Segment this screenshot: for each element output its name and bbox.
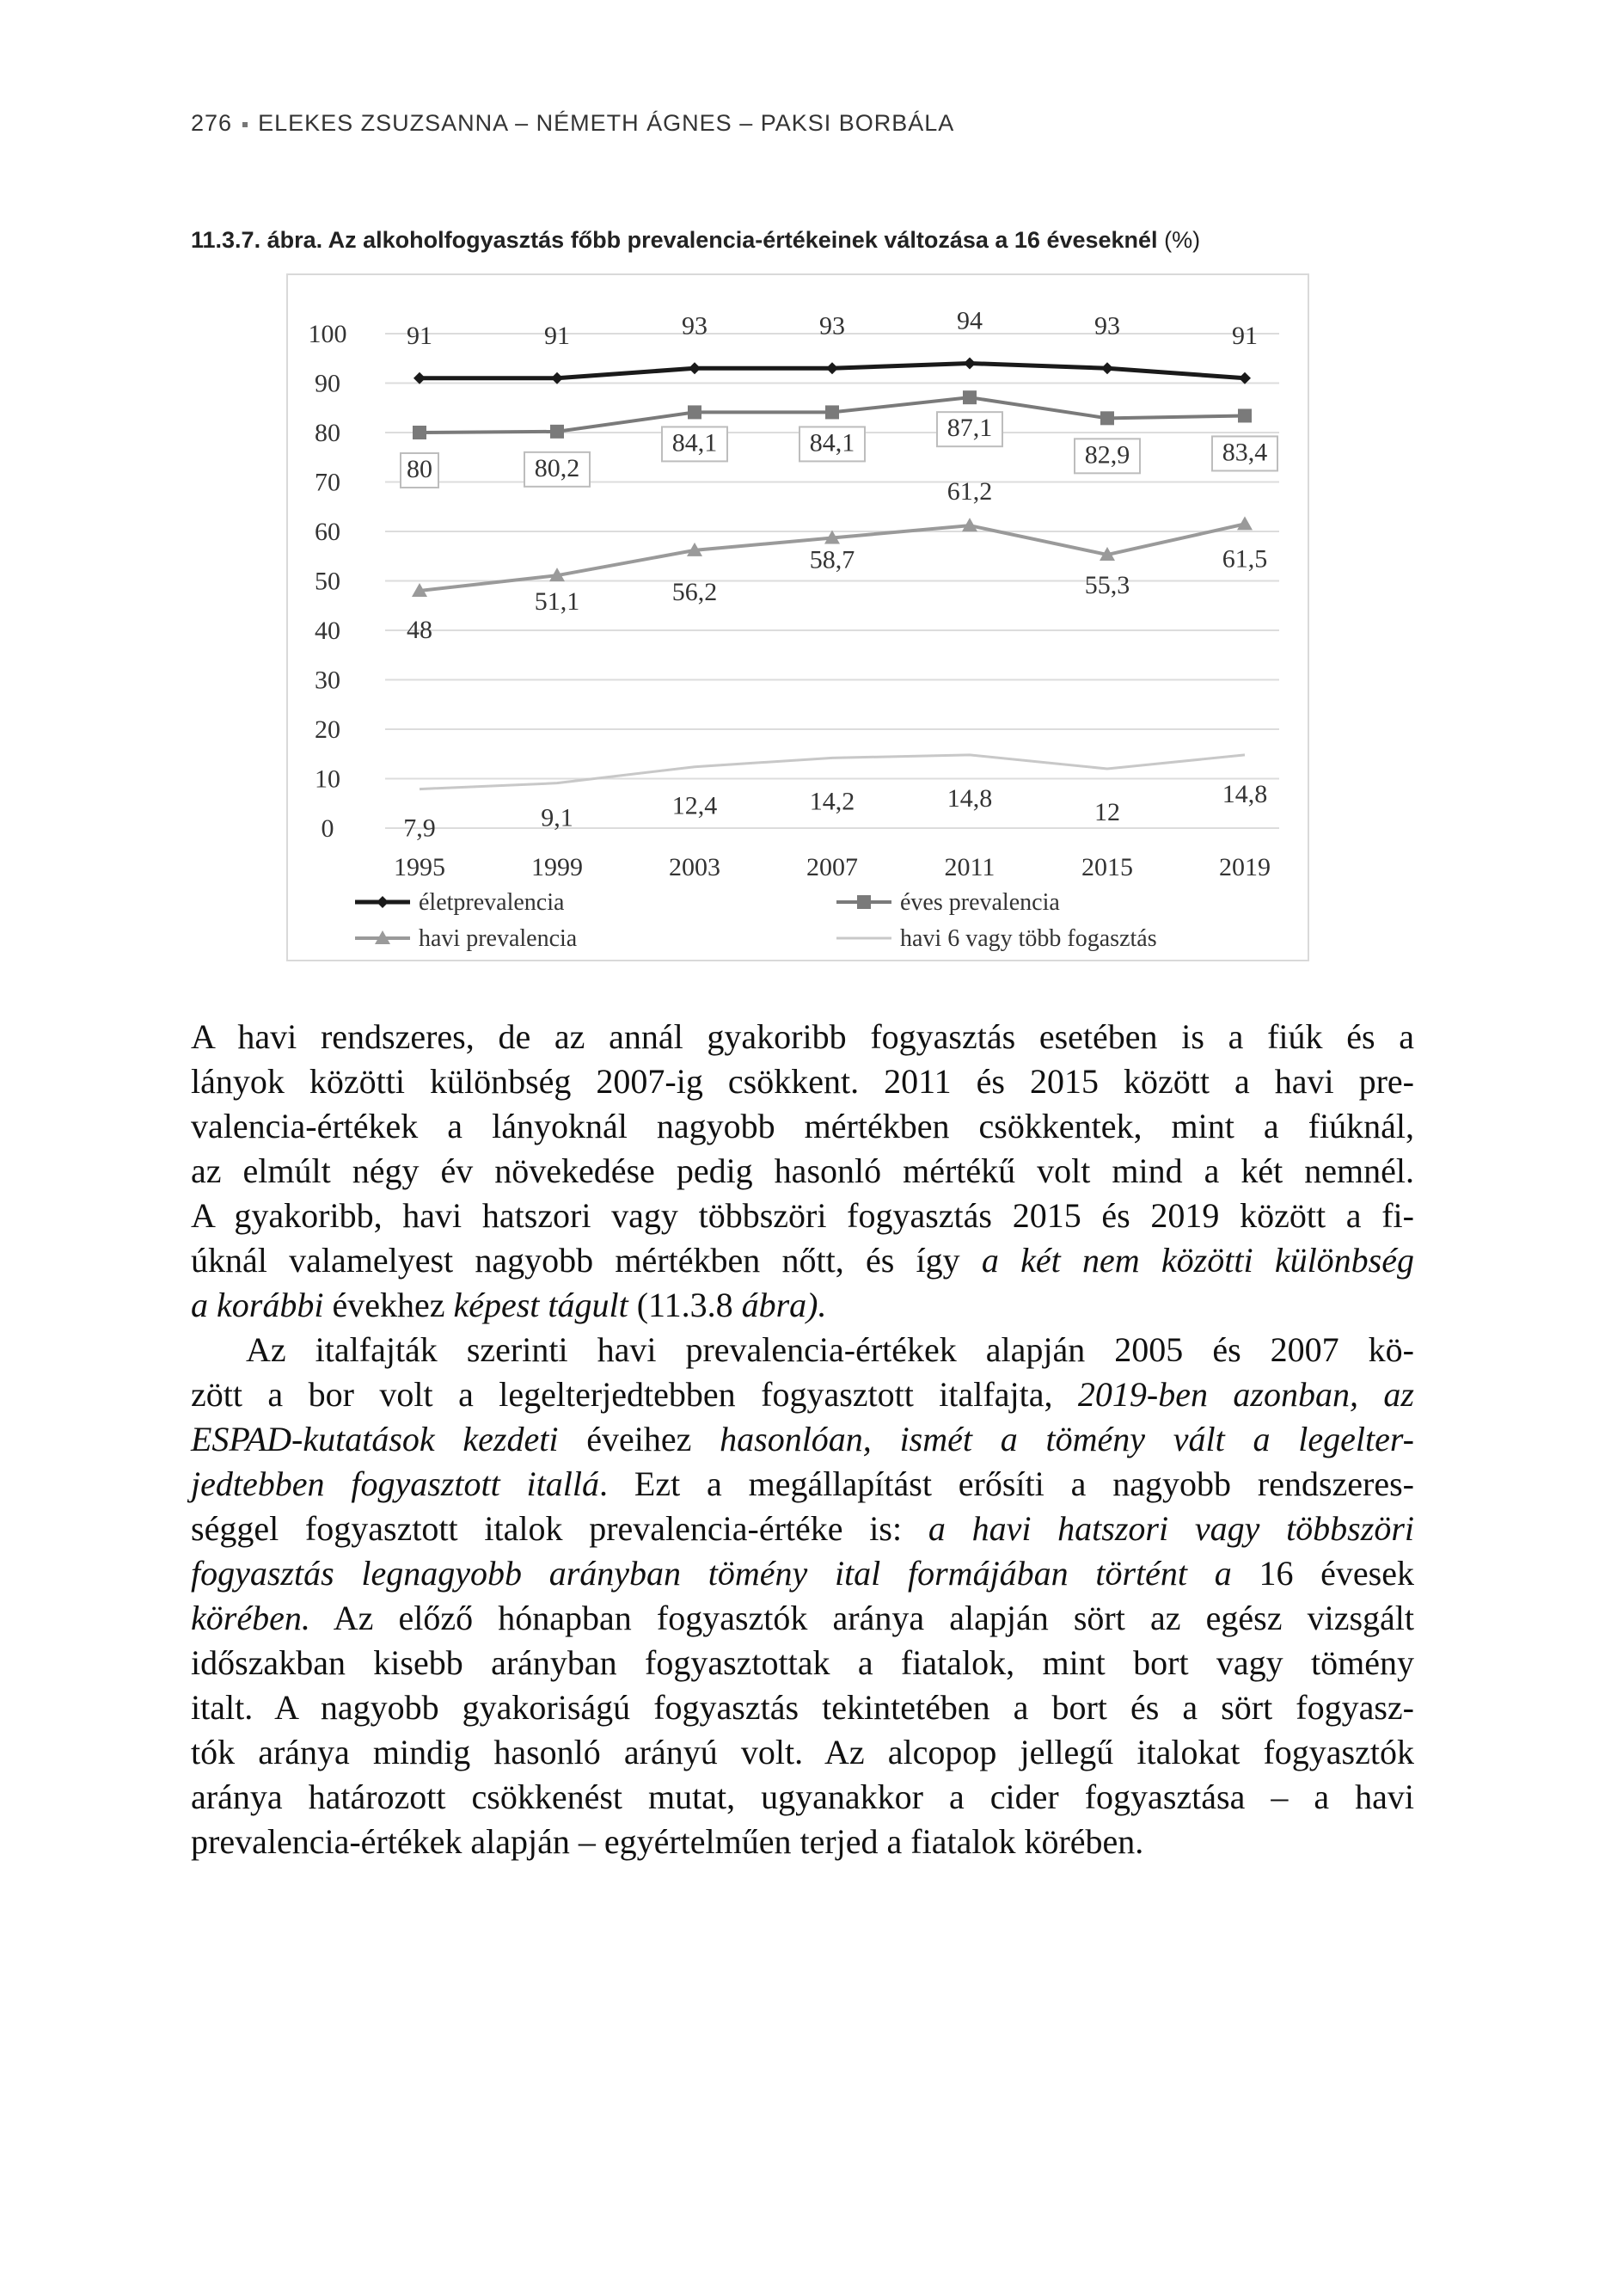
legend-label: éves prevalencia — [900, 889, 1060, 916]
data-label: 14,2 — [809, 787, 855, 816]
data-label: 80,2 — [534, 453, 580, 482]
legend-label: havi prevalencia — [419, 925, 578, 952]
x-tick-label: 2015 — [1081, 853, 1133, 881]
data-label: 91 — [544, 321, 570, 350]
data-label: 87,1 — [946, 414, 993, 443]
text-line: A gyakoribb, havi hatszori vagy többszöri fogyasztás 2015 és 2019 között a fi- — [191, 1196, 1414, 1235]
data-label: 9,1 — [541, 803, 573, 832]
text-line: prevalencia-értékek alapján – egyértelműen terjed a fiatalok körében. — [191, 1822, 1144, 1861]
data-label: 83,4 — [1222, 438, 1268, 467]
text-line: A havi rendszeres, de az annál gyakoribb fogyasztás esetében is a fiúk és a — [191, 1017, 1414, 1056]
data-point-marker — [1100, 411, 1114, 425]
figure-caption — [191, 227, 1420, 254]
text-line: időszakban kisebb arányban fogyasztottak a fiatalok, mint bort vagy tömény — [191, 1643, 1414, 1682]
y-tick-label: 30 — [315, 666, 340, 695]
body-paragraph — [191, 1328, 1414, 1864]
legend-label: havi 6 vagy több fogasztás — [900, 925, 1157, 952]
data-label: 80 — [407, 455, 432, 483]
y-tick-label: 10 — [315, 764, 340, 794]
y-tick-label: 90 — [315, 369, 340, 398]
data-label: 91 — [407, 321, 432, 350]
text-line: Az italfajták szerinti havi prevalencia-értékek alapján 2005 és 2007 kö- — [246, 1330, 1414, 1369]
text-line: valencia-értékek a lányoknál nagyobb mértékben csökkentek, mint a fiúknál, — [191, 1107, 1414, 1145]
data-label: 93 — [819, 311, 845, 341]
data-point-marker — [550, 425, 564, 439]
text-line: jedtebben fogyasztott itallá. Ezt a megállapítást erősíti a nagyobb rendszeres- — [191, 1464, 1414, 1503]
data-label: 51,1 — [534, 587, 580, 617]
data-point-marker — [1238, 408, 1252, 422]
y-tick-label: 40 — [315, 617, 340, 645]
text-line: körében. Az előző hónapban fogyasztók aránya alapján sört az egész vizsgált — [191, 1599, 1414, 1637]
data-label: 61,2 — [946, 477, 993, 506]
separator-square-icon — [242, 122, 248, 127]
data-label: 93 — [1094, 311, 1120, 341]
data-label: 91 — [1232, 321, 1258, 350]
text-line: tók aránya mindig hasonló arányú volt. Az alcopop jellegű italokat fogyasztók — [191, 1733, 1414, 1771]
data-point-marker — [413, 426, 426, 439]
body-text — [191, 1015, 1414, 1864]
data-point-marker — [688, 405, 701, 419]
data-label: 7,9 — [403, 813, 436, 843]
x-tick-label: 1999 — [531, 853, 583, 881]
data-label: 61,5 — [1222, 544, 1268, 574]
y-tick-label: 80 — [315, 419, 340, 447]
page-number: 276 — [191, 110, 233, 136]
figure-caption-text: Az alkoholfogyasztás főbb prevalencia-értékeinek változása a 16 éveseknél — [328, 227, 1158, 253]
running-head-authors: ELEKES ZSUZSANNA – NÉMETH ÁGNES – PAKSI BORBÁLA — [258, 110, 955, 136]
text-line: italt. A nagyobb gyakoriságú fogyasztás tekintetében a bort és a sört fogyasz- — [191, 1688, 1414, 1727]
data-label: 48 — [407, 616, 432, 644]
text-line: séggel fogyasztott italok prevalencia-értéke is: a havi hatszori vagy többszöri — [191, 1509, 1414, 1548]
y-tick-label: 0 — [321, 814, 334, 843]
data-label: 93 — [682, 311, 708, 341]
data-label: 55,3 — [1084, 571, 1130, 600]
data-label: 58,7 — [809, 545, 855, 574]
text-line: zött a bor volt a legelterjedtebben fogyasztott italfajta, 2019-ben azonban, az — [191, 1375, 1414, 1414]
data-label: 14,8 — [1222, 779, 1268, 808]
running-head — [191, 110, 954, 137]
text-line: az elmúlt négy év növekedése pedig hasonló mértékű volt mind a két nemnél. — [191, 1151, 1414, 1190]
data-point-marker — [963, 390, 977, 404]
y-tick-label: 70 — [315, 468, 340, 497]
text-line: lányok közötti különbség 2007-ig csökkent. 2011 és 2015 között a havi pre- — [191, 1062, 1414, 1101]
data-label: 56,2 — [671, 577, 718, 606]
data-point-marker — [825, 405, 839, 419]
x-tick-label: 1995 — [394, 853, 445, 881]
data-label: 14,8 — [946, 783, 993, 813]
legend-marker — [857, 895, 871, 909]
chart-canvas — [286, 273, 1309, 961]
y-tick-label: 100 — [308, 320, 347, 348]
legend-label: életprevalencia — [419, 889, 565, 916]
x-tick-label: 2011 — [944, 853, 995, 881]
text-line: fogyasztás legnagyobb arányban tömény ital formájában történt a 16 évesek — [191, 1554, 1415, 1593]
figure-label: 11.3.7. ábra. — [191, 227, 323, 253]
x-tick-label: 2007 — [806, 853, 858, 881]
data-label: 84,1 — [671, 428, 718, 457]
text-line: úknál valamelyest nagyobb mértékben nőtt, és így a két nem közötti különbség — [191, 1241, 1415, 1280]
data-label: 84,1 — [809, 428, 855, 457]
figure-caption-unit: (%) — [1164, 227, 1201, 253]
data-label: 94 — [957, 306, 983, 335]
data-label: 82,9 — [1084, 440, 1130, 470]
x-tick-label: 2019 — [1219, 853, 1271, 881]
y-tick-label: 50 — [315, 567, 340, 596]
text-line: aránya határozott csökkenést mutat, ugyanakkor a cider fogyasztása – a havi — [191, 1777, 1414, 1816]
line-chart — [286, 273, 1309, 961]
y-tick-label: 60 — [315, 518, 340, 546]
body-paragraph — [191, 1015, 1414, 1328]
x-tick-label: 2003 — [669, 853, 720, 881]
data-label: 12,4 — [671, 791, 718, 820]
data-label: 12 — [1094, 798, 1120, 826]
y-tick-label: 20 — [315, 715, 340, 744]
text-line: ESPAD-kutatások kezdeti éveihez hasonlóan, ismét a tömény vált a legelter- — [191, 1420, 1414, 1458]
text-line: a korábbi évekhez képest tágult (11.3.8 ábra). — [191, 1286, 827, 1324]
